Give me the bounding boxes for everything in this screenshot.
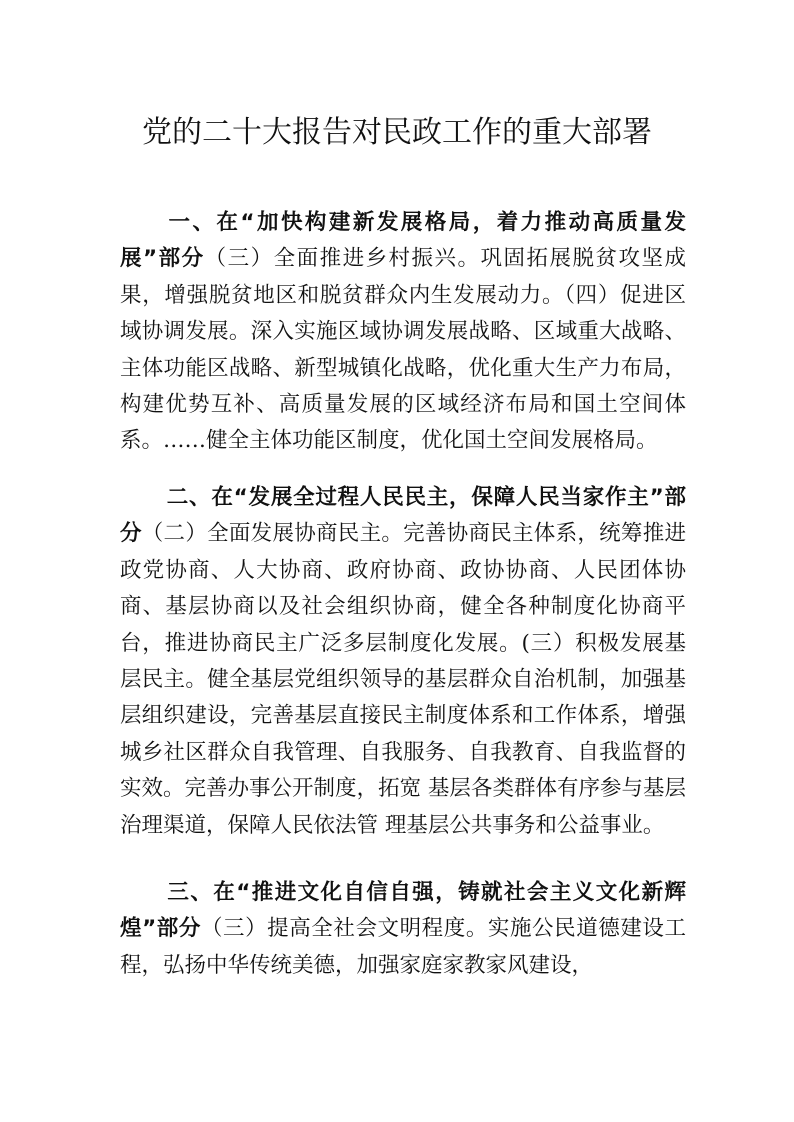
section-2-body: （二）全面发展协商民主。完善协商民主体系，统筹推进政党协商、人大协商、政府协商、政协协商、人民团体协商、基层协商以及社会组织协商，健全各种制度化协商平台，推进协商民主广泛多层制度化发展。(三）积极发展基层民主。健全基层党组织领导的基层群众自治机制，加强基层组织建设，完善基层直接民主制度体系和工作体系，增强城乡社区群众自我管理、自我服务、自我教育、自我监督的实效。完善办事公开制度，拓宽 基层各类群体有序参与基层治理渠道，保障人民依法管 理基层公共事务和公益事业。	[120, 521, 686, 838]
section-1-body: （三）全面推进乡村振兴。巩固拓展脱贫攻坚成果，增强脱贫地区和脱贫群众内生发展动力。（四）促进区域协调发展。深入实施区域协调发展战略、区域重大战略、主体功能区战略、新型城镇化战略，优化重大生产力布局，构建优势互补、高质量发展的区域经济布局和国土空间体系。……健全主体功能区制度，优化国土空间发展格局。	[120, 246, 686, 454]
section-1-heading: 一、在“加快构建新发展格局，着力推动高质量发展”部分	[120, 210, 686, 272]
section-2	[120, 480, 686, 844]
document-title: 党的二十大报告对民政工作的重大部署	[142, 115, 652, 150]
section-3-heading: 三、在“推进文化自信自强，铸就社会主义文化新辉煌”部分	[120, 880, 686, 942]
section-3-body: （三）提高全社会文明程度。实施公民道德建设工程，弘扬中华传统美德，加强家庭家教家风建设，	[120, 916, 686, 978]
section-2-heading: 二、在“发展全过程人民民主，保障人民当家作主”部分	[120, 485, 686, 547]
section-3	[120, 875, 686, 984]
section-1	[120, 205, 686, 460]
